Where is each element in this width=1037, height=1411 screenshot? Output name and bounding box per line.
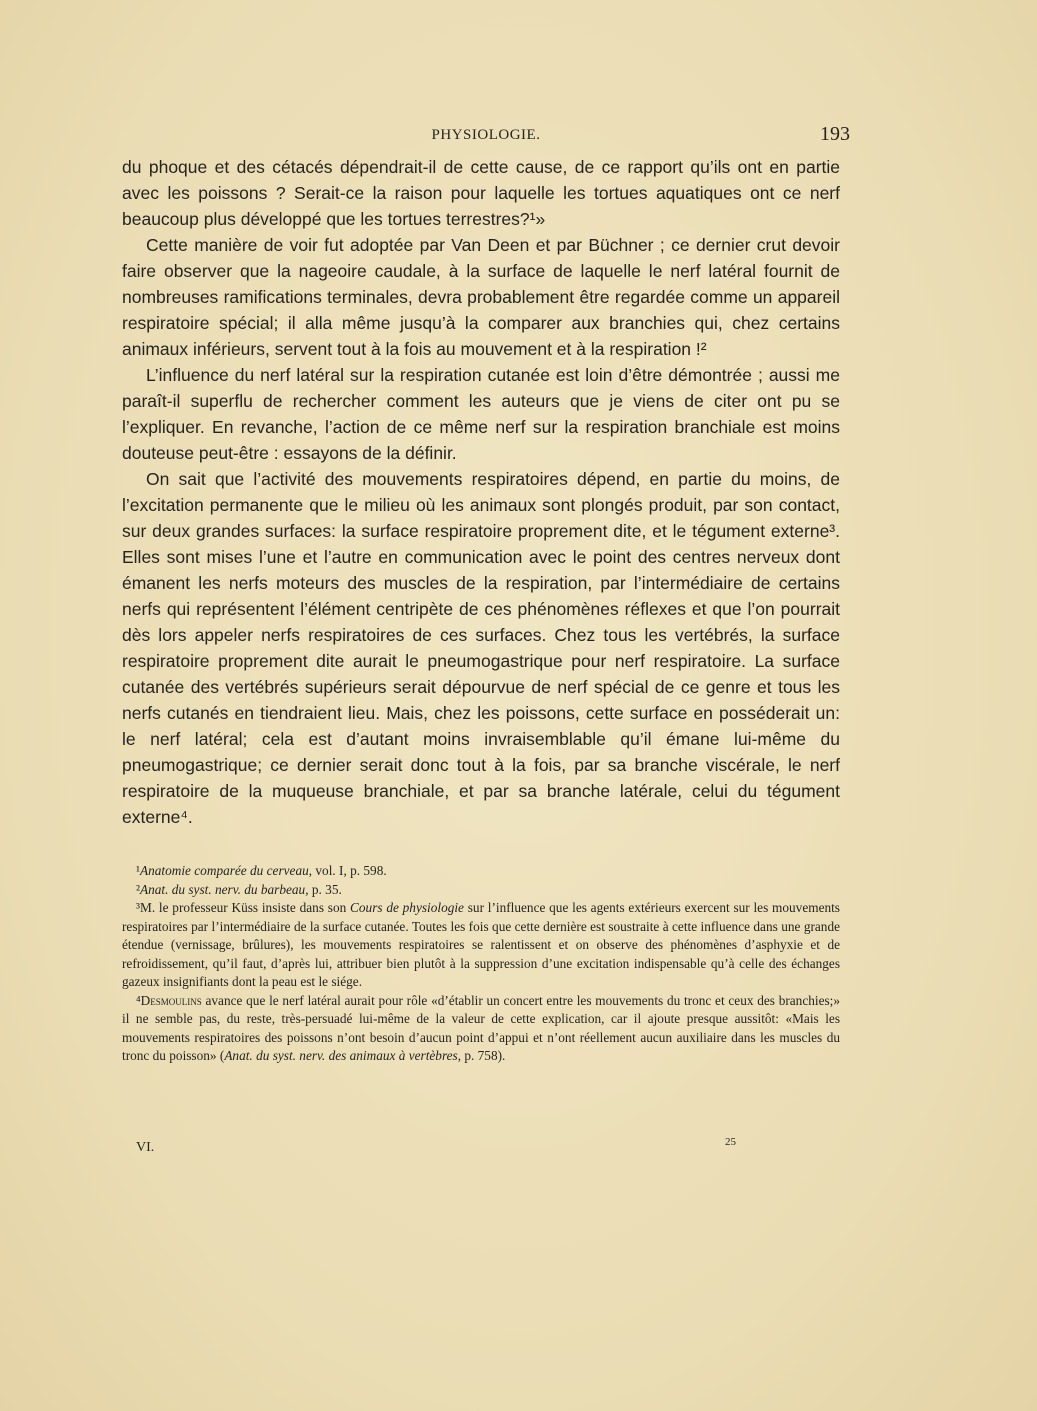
running-title: PHYSIOLOGIE.	[431, 127, 541, 143]
footnote-text: sur l’influence que les agents extérieurs exercent sur les mouvements respiratoires par l’intermédiaire de la surface cutanée. Toutes les fois que cette dernière est soustraite à cette influence dans une grande étendue (vernissage, brûlures), les mouvements respiratoires se ralentissent et on observe des phénomènes d’asphyxie et de refroidissement, qu’il faut, d’après lui, attribuer bien plutôt à la suppression d’une excitation indispensable qu’à celle des échanges gazeux insignifiants dont la peau est le siége.	[122, 900, 840, 989]
footnote-mark: ²	[136, 881, 140, 897]
printer-signature	[136, 1138, 836, 1160]
sheet-number: 25	[725, 1136, 736, 1148]
footnote-3	[122, 899, 840, 992]
footnote-reference: Anat. du syst. nerv. du barbeau	[140, 881, 306, 897]
paragraph-2: Cette manière de voir fut adoptée par Van Deen et par Büchner ; ce dernier crut devoir faire observer que la nageoire caudale, à la surface de laquelle le nerf latéral fournit de nombreuses ramifications terminales, devra probablement être regardée comme un appareil respiratoire spécial; il alla même jusqu’à la comparer aux branchies qui, chez certains animaux inférieurs, servent tout à la fois au mouvement et à la respiration !²	[122, 235, 840, 359]
footnote-text: , vol. I, p. 598.	[308, 863, 387, 878]
footnote-text: , p. 758).	[457, 1048, 506, 1063]
footnote-text: , p. 35.	[305, 881, 342, 897]
footnote-reference: Cours de physiologie	[350, 900, 464, 915]
footnote-mark: ³	[136, 900, 140, 915]
page-number: 193	[820, 123, 850, 145]
footnote-mark: ⁴	[136, 992, 141, 1008]
footnote-2	[122, 881, 840, 900]
page-header	[122, 123, 850, 147]
footnote-4	[122, 992, 840, 1066]
footnote-text: M. le professeur Küss insiste dans son	[140, 900, 351, 915]
paragraph-3: L’influence du nerf latéral sur la respiration cutanée est loin d’être démontrée ; aussi me paraît-il superflu de rechercher comment les auteurs que je viens de citer ont pu se l’expliquer. En revanche, l’action de ce même nerf sur la respiration branchiale est moins douteuse peut-être : essayons de la définir.	[122, 365, 840, 463]
paragraph-1: du phoque et des cétacés dépendrait-il de cette cause, de ce rapport qu’ils ont en partie avec les poissons ? Serait-ce la raison pour laquelle les tortues aquatiques ont ce nerf beaucoup plus développé que les tortues terrestres?¹»	[122, 157, 840, 229]
footnote-reference: Anatomie comparée du cerveau	[140, 863, 309, 878]
body-text	[122, 154, 840, 830]
footnotes	[122, 862, 840, 1066]
footnote-1	[122, 862, 840, 881]
paragraph-4: On sait que l’activité des mouvements respiratoires dépend, en partie du moins, de l’excitation permanente que le milieu où les animaux sont plongés produit, par son contact, sur deux grandes surfaces: la surface respiratoire proprement dite, et le tégument externe³. Elles sont mises l’une et l’autre en communication avec le point des centres nerveux dont émanent les nerfs moteurs des muscles de la respiration, par l’intermédiaire de certains nerfs qui représentent l’élément centripète de ces phénomènes réflexes et que l’on pourrait dès lors appeler nerfs respiratoires de ces surfaces. Chez tous les vertébrés, la surface respiratoire proprement dite aurait le pneumogastrique pour nerf respiratoire. La surface cutanée des vertébrés supérieurs serait dépourvue de nerf spécial de ce genre et tous les nerfs cutanés en tiendraient lieu. Mais, chez les poissons, cette surface en posséderait un: le nerf latéral; cela est d’autant moins invraisemblable qu’il émane lui-même du pneumogastrique; ce dernier serait donc tout à la fois, par sa branche viscérale, le nerf respiratoire de la muqueuse branchiale, et par sa branche latérale, celui du tégument externe⁴.	[122, 469, 840, 827]
footnote-author: Desmoulins	[140, 992, 202, 1008]
footnote-reference: Anat. du syst. nerv. des animaux à vertèbres	[224, 1048, 458, 1063]
volume-mark: VI.	[136, 1140, 155, 1155]
footnote-text: avance que le nerf latéral aurait pour rôle «d’établir un concert entre les mouvements du tronc et ceux des branchies;» il ne semble pas, du reste, très-persuadé lui-même de la valeur de cette explication, car il ajoute presque aussitôt: «Mais les mouvements respiratoires des poissons n’ont besoin d’aucun point d’appui et n’ont réellement aucun auxiliaire dans les muscles du tronc du poisson» (	[122, 992, 840, 1063]
footnote-mark: ¹	[136, 863, 140, 878]
